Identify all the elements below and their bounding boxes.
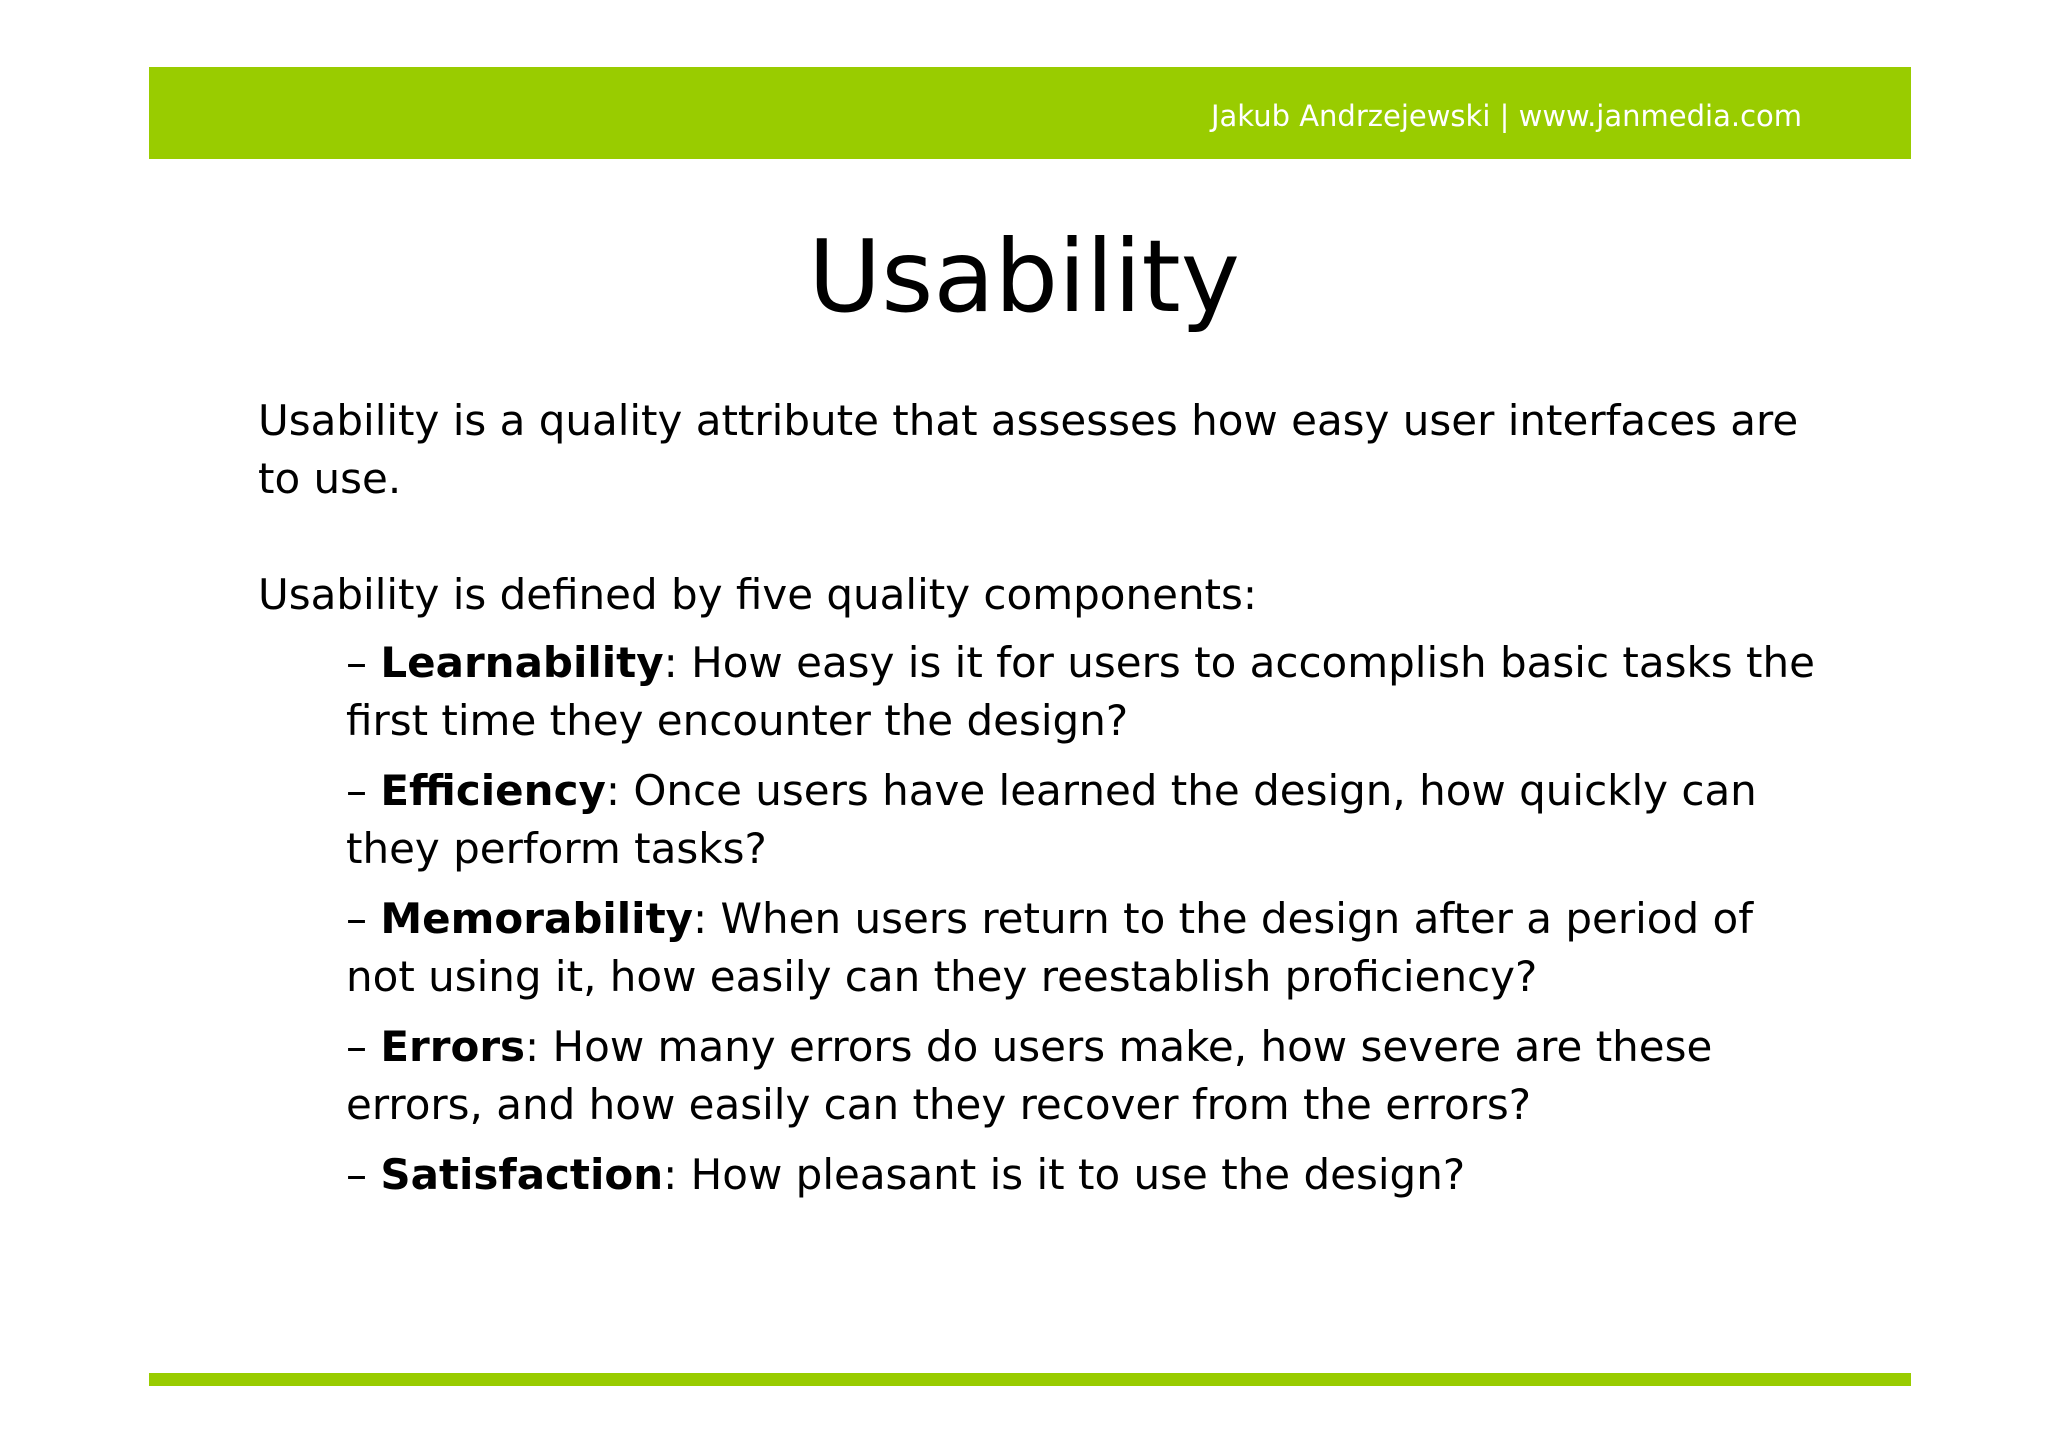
list-item-satisfaction (346, 1146, 1828, 1204)
dash: – (346, 894, 381, 943)
list-item-memorability (346, 890, 1828, 1006)
dash: – (346, 1022, 381, 1071)
list-item-learnability (346, 634, 1828, 750)
dash: – (346, 1150, 381, 1199)
components-list (258, 634, 1828, 1204)
term-satisfaction: Satisfaction (380, 1150, 664, 1199)
term-errors: Errors (380, 1022, 526, 1071)
components-lead: Usability is defined by five quality components: (258, 570, 1258, 619)
term-learnability: Learnability (380, 638, 664, 687)
dash: – (346, 766, 381, 815)
description-errors: : How many errors do users make, how severe are these errors, and how easily can they recover from the errors? (346, 1022, 1713, 1129)
slide-title: Usability (808, 218, 1240, 335)
description-memorability: : When users return to the design after a period of not using it, how easily can they reestablish proficiency? (346, 894, 1753, 1001)
slide-body (258, 392, 1828, 1216)
list-item-efficiency (346, 762, 1828, 878)
author-credit: Jakub Andrzejewski | www.janmedia.com (1210, 99, 1802, 133)
term-efficiency: Efficiency (380, 766, 606, 815)
intro-paragraph: Usability is a quality attribute that assesses how easy user interfaces are to use. (258, 396, 1799, 503)
term-memorability: Memorability (380, 894, 694, 943)
header-bar (149, 67, 1911, 159)
list-item-errors (346, 1018, 1828, 1134)
description-learnability: : How easy is it for users to accomplish basic tasks the first time they encounter the design? (346, 638, 1815, 745)
dash: – (346, 638, 381, 687)
description-efficiency: : Once users have learned the design, how quickly can they perform tasks? (346, 766, 1757, 873)
description-satisfaction: : How pleasant is it to use the design? (663, 1150, 1466, 1199)
footer-bar (149, 1373, 1911, 1386)
